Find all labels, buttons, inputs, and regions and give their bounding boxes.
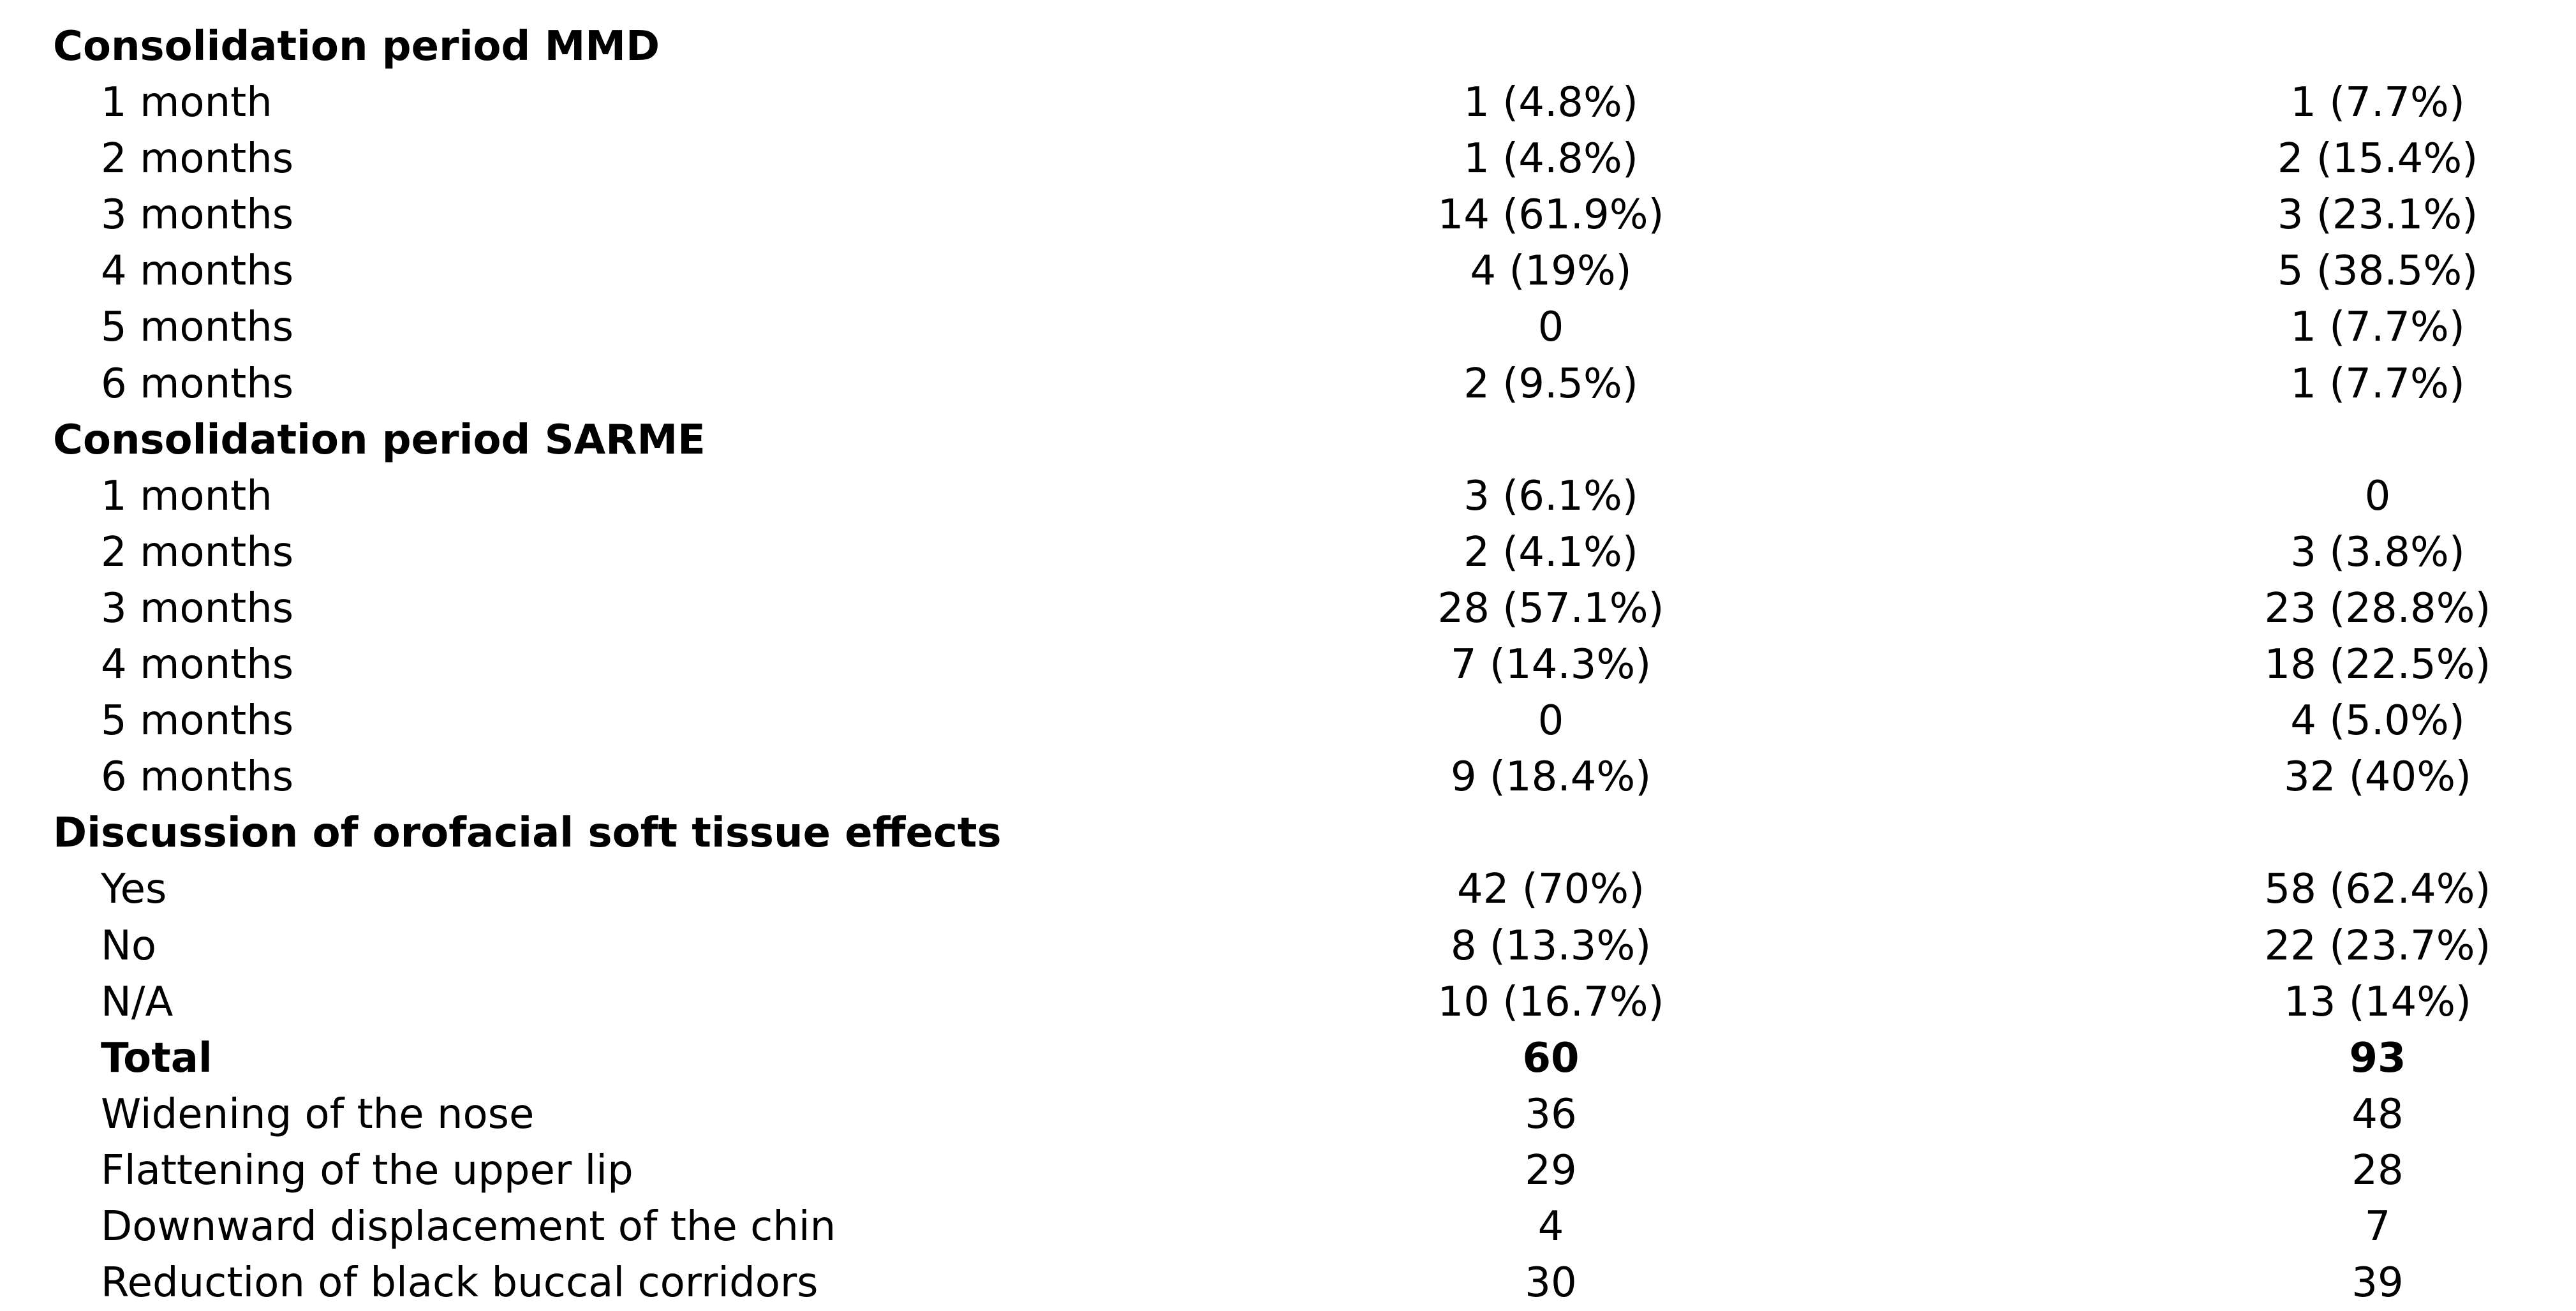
value-column-1: 30: [1525, 1259, 1577, 1307]
table-row: [0, 356, 2576, 412]
value-column-1: 36: [1525, 1090, 1577, 1138]
value-column-1: 4: [1537, 1203, 1564, 1250]
value-column-2: 2 (15.4%): [2277, 135, 2478, 183]
value-column-1: 60: [1522, 1034, 1580, 1082]
table-row: [0, 749, 2576, 805]
value-column-1: 0: [1537, 304, 1564, 352]
table-row: [0, 131, 2576, 187]
value-column-1: 14 (61.9%): [1437, 191, 1664, 239]
value-column-2: 1 (7.7%): [2290, 79, 2465, 127]
row-label: N/A: [101, 978, 174, 1026]
table-row: [0, 861, 2576, 917]
table-row: [0, 1143, 2576, 1199]
section-title: Consolidation period SARME: [53, 416, 706, 464]
row-label: 5 months: [101, 304, 294, 352]
table-row: [0, 1030, 2576, 1086]
value-column-2: 48: [2351, 1090, 2404, 1138]
value-column-2: 13 (14%): [2284, 978, 2471, 1026]
row-label: Reduction of black buccal corridors: [101, 1259, 818, 1307]
row-label: No: [101, 922, 157, 970]
section-title: Consolidation period MMD: [53, 23, 660, 70]
row-label: 1 month: [101, 472, 272, 520]
value-column-1: 42 (70%): [1457, 866, 1645, 914]
row-label: 3 months: [101, 191, 294, 239]
row-label: 1 month: [101, 79, 272, 127]
table-row: [0, 1199, 2576, 1255]
table-row: [0, 1255, 2576, 1311]
value-column-2: 3 (3.8%): [2290, 528, 2465, 576]
table-row: [0, 243, 2576, 299]
section-header-row: [0, 412, 2576, 468]
value-column-2: 18 (22.5%): [2264, 641, 2491, 689]
table-row: [0, 1086, 2576, 1143]
table-row: [0, 974, 2576, 1030]
value-column-2: 4 (5.0%): [2290, 697, 2465, 745]
value-column-2: 0: [2364, 472, 2391, 520]
value-column-2: 28: [2351, 1146, 2404, 1194]
table-row: [0, 637, 2576, 693]
row-label: 5 months: [101, 697, 294, 745]
table-row: [0, 918, 2576, 974]
table-row: [0, 75, 2576, 131]
row-label: 3 months: [101, 584, 294, 632]
value-column-1: 4 (19%): [1470, 248, 1632, 295]
value-column-1: 1 (4.8%): [1463, 79, 1638, 127]
row-label: 4 months: [101, 248, 294, 295]
section-title: Discussion of orofacial soft tissue effects: [53, 810, 1002, 857]
table-row: [0, 299, 2576, 355]
value-column-2: 7: [2364, 1203, 2391, 1250]
results-table: [0, 19, 2576, 1311]
section-header-row: [0, 805, 2576, 861]
row-label: 6 months: [101, 360, 294, 408]
value-column-1: 28 (57.1%): [1437, 584, 1664, 632]
value-column-1: 3 (6.1%): [1463, 472, 1638, 520]
value-column-1: 1 (4.8%): [1463, 135, 1638, 183]
row-label: Downward displacement of the chin: [101, 1203, 836, 1250]
value-column-2: 39: [2351, 1259, 2404, 1307]
row-label: Yes: [101, 866, 167, 914]
table-row: [0, 468, 2576, 524]
table-row: [0, 693, 2576, 749]
row-label: Flattening of the upper lip: [101, 1146, 633, 1194]
value-column-2: 58 (62.4%): [2264, 866, 2491, 914]
table-row: [0, 581, 2576, 637]
table-row: [0, 187, 2576, 243]
value-column-1: 2 (9.5%): [1463, 360, 1638, 408]
table-row: [0, 524, 2576, 581]
value-column-2: 23 (28.8%): [2264, 584, 2491, 632]
value-column-1: 10 (16.7%): [1437, 978, 1664, 1026]
value-column-2: 5 (38.5%): [2277, 248, 2478, 295]
value-column-1: 2 (4.1%): [1463, 528, 1638, 576]
value-column-1: 7 (14.3%): [1450, 641, 1652, 689]
row-label: 4 months: [101, 641, 294, 689]
value-column-2: 1 (7.7%): [2290, 360, 2465, 408]
value-column-2: 32 (40%): [2284, 753, 2471, 801]
row-label: Total: [101, 1034, 212, 1082]
row-label: 2 months: [101, 528, 294, 576]
section-header-row: [0, 19, 2576, 75]
row-label: Widening of the nose: [101, 1090, 535, 1138]
value-column-2: 22 (23.7%): [2264, 922, 2491, 970]
value-column-1: 0: [1537, 697, 1564, 745]
value-column-1: 9 (18.4%): [1450, 753, 1652, 801]
value-column-2: 3 (23.1%): [2277, 191, 2478, 239]
row-label: 6 months: [101, 753, 294, 801]
row-label: 2 months: [101, 135, 294, 183]
value-column-1: 8 (13.3%): [1450, 922, 1652, 970]
value-column-1: 29: [1525, 1146, 1577, 1194]
value-column-2: 93: [2349, 1034, 2406, 1082]
value-column-2: 1 (7.7%): [2290, 304, 2465, 352]
